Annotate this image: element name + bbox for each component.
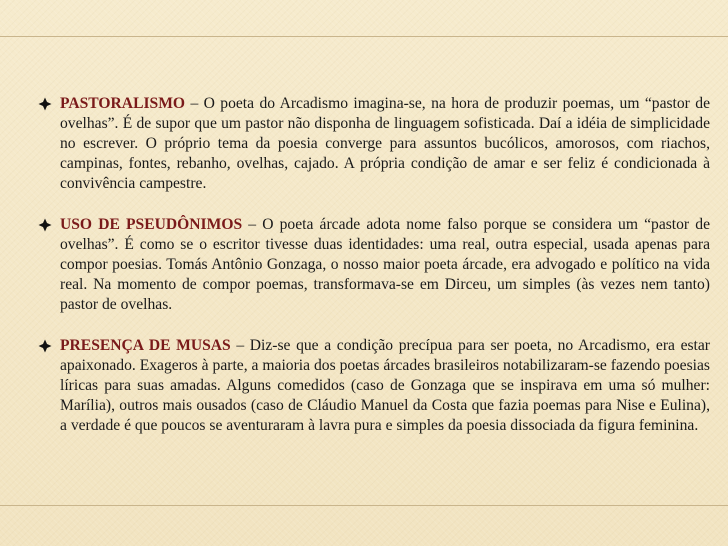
bullet-text: – Diz-se que a condição precípua para ser poeta, no Arcadismo, era estar apaixonado. Exageros à parte, a maioria dos poetas árcades brasileiros notabilizaram-se fazendo poesias líricas para suas amadas. Alguns comedidos (caso de Gonzaga que se inspirava em uma só mulher: Marília), outros mais ousados (caso de Cláudio Manuel da Costa que fazia poemas para Nise e Eulina), a verdade é que poucos se aventuraram à lavra pura e simples da poesia dissociada da figura feminina. [60, 337, 711, 434]
bullet-text: – O poeta árcade adota nome falso porque se considera um “pastor de ovelhas”. É como se o escritor tivesse duas identidades: uma real, outra especial, usada apenas para compor poesias. Tomás Antônio Gonzaga, o nosso maior poeta árcade, era advogado e político na vida real. Na momento de compor poemas, transformava-se em Dirceu, um simples (às vezes nem tanto) pastor de ovelhas. [60, 216, 710, 313]
bullet-term: USO DE PSEUDÔNIMOS [60, 216, 243, 233]
slide-content [38, 94, 710, 457]
bullet-item-musas [38, 336, 710, 436]
bullet-text: – O poeta do Arcadismo imagina-se, na hora de produzir poemas, um “pastor de ovelhas”. É de supor que um pastor não disponha de linguagem sofisticada. Daí a idéia de simplicidade no escrever. O próprio tema da poesia converge para assuntos bucólicos, amorosos, com riachos, campinas, fontes, rebanho, ovelhas, cajado. A própria condição de amar e ser feliz é condicionada à convivência campestre. [60, 95, 710, 192]
bullet-item-pseudonimos [38, 215, 710, 315]
top-divider [0, 36, 728, 37]
bullet-term: PRESENÇA DE MUSAS [60, 337, 231, 354]
diamond-bullet-icon [38, 218, 52, 232]
bullet-term: PASTORALISMO [60, 95, 186, 112]
bullet-item-pastoralismo [38, 94, 710, 194]
diamond-bullet-icon [38, 339, 52, 353]
diamond-bullet-icon [38, 97, 52, 111]
bottom-divider [0, 505, 728, 506]
